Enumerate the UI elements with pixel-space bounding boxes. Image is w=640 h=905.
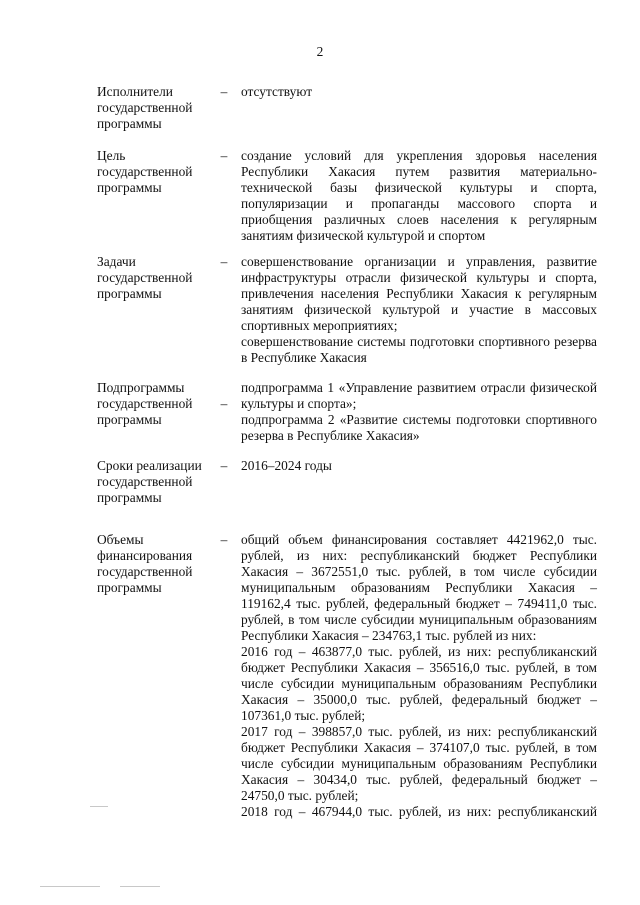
dash: – — [220, 532, 228, 547]
executors-text: отсутствуют — [241, 84, 313, 99]
executors-label: Исполнители государственной программы — [97, 84, 193, 131]
funding-value — [241, 532, 597, 820]
funding-2016-text: 2016 год – 463877,0 тыс. рублей, из них: республиканский бюджет Республики Хакасия – 356516,0 тыс. рублей, в том числе субсидии муниципальным образованиям Республики Хакасия – 35000,0 тыс. рублей, федеральный бюджет – 107361,0 тыс. рублей; — [241, 644, 597, 723]
scan-mark — [120, 886, 160, 887]
page-number: 2 — [316, 44, 324, 59]
subprograms-label: Подпрограммы государственной программы — [97, 380, 193, 427]
funding-label: Объемы финансирования государственной программы — [97, 532, 193, 595]
tasks-value — [241, 254, 597, 366]
tasks-text-2: совершенствование системы подготовки спортивного резерва в Республике Хакасия — [241, 334, 597, 365]
scan-mark — [90, 806, 108, 807]
subprogram-2-text: подпрограмма 2 «Развитие системы подготовки спортивного резерва в Республике Хакасия» — [241, 412, 597, 443]
executors-value — [241, 84, 597, 100]
terms-label: Сроки реализации государственной программы — [97, 458, 202, 505]
scan-mark — [40, 886, 100, 887]
terms-value — [241, 458, 597, 474]
dash: – — [220, 148, 228, 163]
dash: – — [220, 84, 228, 99]
funding-2017-text: 2017 год – 398857,0 тыс. рублей, из них: республиканский бюджет Республики Хакасия – 374107,0 тыс. рублей, в том числе субсидии муниципальным образованиям Республики Хакасия – 30434,0 тыс. рублей, федеральный бюджет – 24750,0 тыс. рублей; — [241, 724, 597, 803]
funding-2018-text: 2018 год – 467944,0 тыс. рублей, из них: республиканский — [241, 804, 597, 819]
dash: – — [220, 396, 228, 411]
goal-value — [241, 148, 597, 244]
tasks-label: Задачи государственной программы — [97, 254, 193, 301]
dash: – — [220, 254, 228, 269]
subprogram-1-text: подпрограмма 1 «Управление развитием отрасли физической культуры и спорта»; — [241, 380, 597, 411]
subprograms-value — [241, 380, 597, 444]
tasks-text-1: совершенствование организации и управления, развитие инфраструктуры отрасли физической культуры и спорта, привлечения населения Республики Хакасия к регулярным занятиям физической культурой и участие в массовых спортивных мероприятиях; — [241, 254, 597, 333]
goal-text: создание условий для укрепления здоровья населения Республики Хакасия путем развития материально-технической базы физической культуры и спорта, популяризации и пропаганды массового спорта и приобщения различных слоев населения к регулярным занятиям физической культурой и спортом — [241, 148, 597, 243]
terms-text: 2016–2024 годы — [241, 458, 332, 473]
dash: – — [220, 458, 228, 473]
funding-total-text: общий объем финансирования составляет 4421962,0 тыс. рублей, из них: республиканский бюджет Республики Хакасия – 3672551,0 тыс. рублей, в том числе субсидии муниципальным образованиям Республики Хакасия – 119162,4 тыс. рублей, федеральный бюджет – 749411,0 тыс. рублей, в том числе субсидии муниципальным образованиям Республики Хакасия – 234763,1 тыс. рублей из них: — [241, 532, 597, 643]
goal-label: Цель государственной программы — [97, 148, 193, 195]
